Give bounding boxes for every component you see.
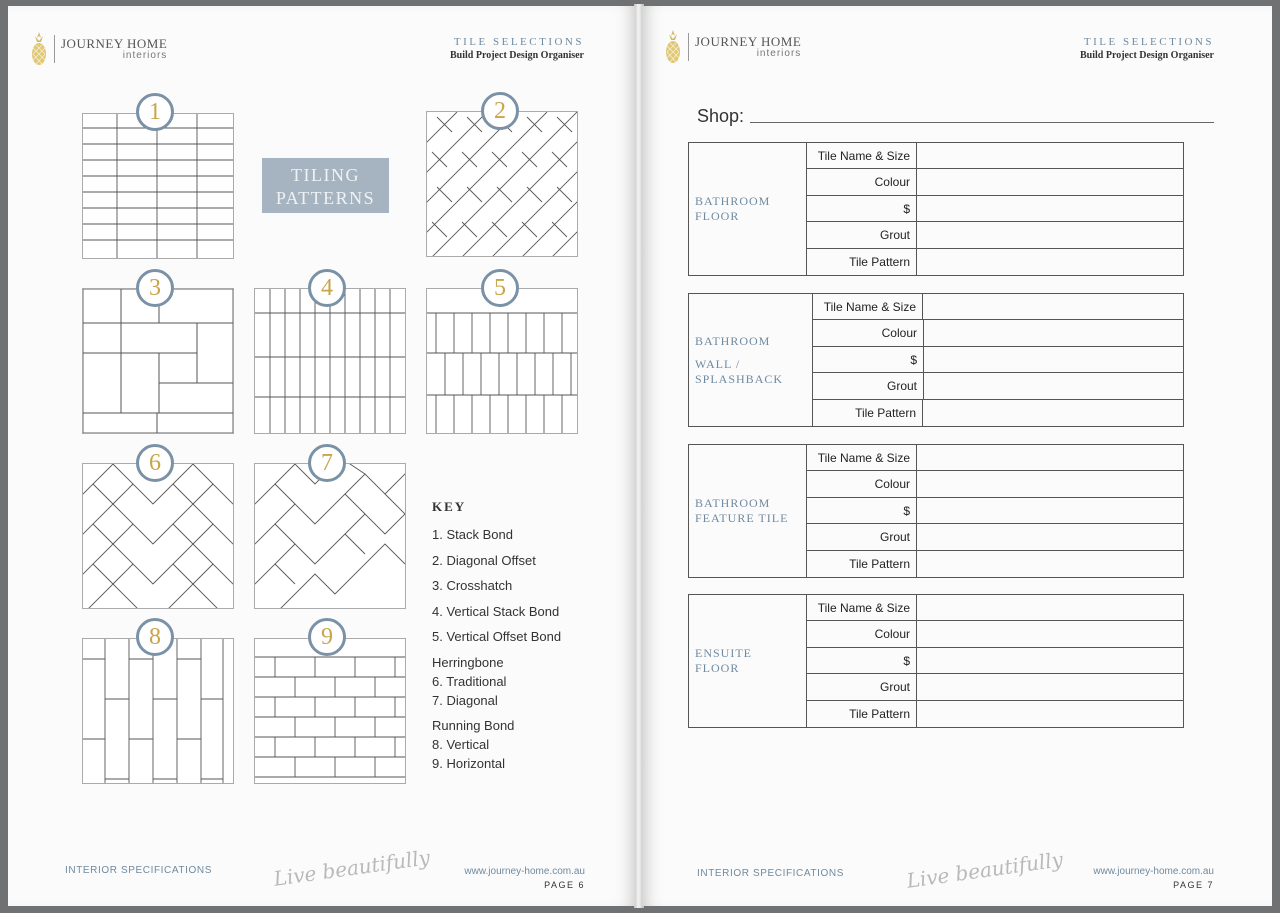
- brand-logo: [664, 30, 801, 64]
- shop-field[interactable]: [697, 106, 1214, 127]
- footer-right: [1093, 866, 1214, 890]
- key-item: 1. Stack Bond: [432, 527, 513, 542]
- header-subtitle: Build Project Design Organiser: [450, 50, 584, 61]
- vertical-offset-pattern: [427, 289, 577, 433]
- footer-label: INTERIOR SPECIFICATIONS: [65, 865, 212, 876]
- diagonal-offset-pattern: [427, 112, 577, 256]
- crosshatch-pattern: [83, 289, 233, 433]
- tile-vertical-offset-bond: [426, 288, 578, 434]
- tile-running-horizontal: [254, 638, 406, 784]
- selection-block-bathroom-floor: [688, 142, 1184, 276]
- field-label: Colour: [881, 326, 917, 341]
- field-input[interactable]: [917, 524, 1183, 549]
- field-label: $: [807, 648, 917, 673]
- running-horizontal-pattern: [255, 639, 405, 783]
- field-input[interactable]: [923, 400, 1183, 426]
- field-row: [813, 320, 1183, 346]
- pattern-badge: 8: [136, 618, 174, 656]
- tile-running-vertical: [82, 638, 234, 784]
- field-row: [813, 294, 1183, 320]
- key-title: KEY: [432, 499, 467, 514]
- category-line: BATHROOM: [695, 333, 771, 348]
- footer-signature: Live beautifully: [272, 845, 432, 891]
- field-row: [807, 471, 1183, 497]
- field-label: Tile Name & Size: [807, 445, 917, 470]
- key-item: 9. Horizontal: [432, 755, 505, 771]
- block-fields: [807, 445, 1183, 577]
- category-line: ENSUITE: [695, 646, 752, 660]
- tile-diagonal-offset: [426, 111, 578, 257]
- right-page: [642, 6, 1272, 906]
- field-label: Tile Name & Size: [807, 595, 917, 620]
- field-label: Grout: [807, 524, 917, 549]
- field-row: [807, 674, 1183, 700]
- field-row: [807, 648, 1183, 674]
- field-input[interactable]: [923, 320, 1183, 345]
- key-group-heading: Herringbone: [432, 654, 504, 670]
- key-item: 6. Traditional: [432, 673, 507, 689]
- field-label: Colour: [807, 169, 917, 194]
- pattern-badge: 5: [481, 269, 519, 307]
- page-header: [1080, 36, 1214, 61]
- field-input[interactable]: [917, 196, 1183, 221]
- tile-herringbone-diagonal: [254, 463, 406, 609]
- tile-stack-bond: [82, 113, 234, 259]
- field-row: [807, 249, 1183, 275]
- field-input[interactable]: [917, 222, 1183, 247]
- pattern-badge: 9: [308, 618, 346, 656]
- block-category: [689, 595, 807, 727]
- footer-url[interactable]: www.journey-home.com.au: [1093, 866, 1214, 877]
- block-category: [689, 143, 807, 275]
- key-item: 3. Crosshatch: [432, 578, 513, 593]
- footer-right: [464, 866, 585, 890]
- header-title: TILE SELECTIONS: [1083, 36, 1214, 48]
- tile-herringbone-traditional: [82, 463, 234, 609]
- field-input[interactable]: [917, 621, 1183, 646]
- category-line: SPLASHBACK: [695, 371, 784, 386]
- vertical-stack-pattern: [255, 289, 405, 433]
- key-item: 8. Vertical: [432, 736, 490, 752]
- pattern-badge: 6: [136, 444, 174, 482]
- field-row: [807, 551, 1183, 577]
- pineapple-icon: [30, 32, 48, 66]
- field-input[interactable]: [917, 143, 1183, 168]
- field-row: [813, 347, 1183, 373]
- block-category: [689, 294, 813, 426]
- category-line: FLOOR: [695, 209, 740, 223]
- footer-url[interactable]: www.journey-home.com.au: [464, 866, 585, 877]
- field-input[interactable]: [923, 294, 1183, 319]
- field-label: Tile Pattern: [807, 249, 917, 275]
- field-row: [807, 445, 1183, 471]
- field-label: Colour: [807, 621, 917, 646]
- field-input[interactable]: [917, 595, 1183, 620]
- herringbone-traditional-pattern: [83, 464, 233, 608]
- block-fields: [813, 294, 1183, 426]
- field-row: [807, 222, 1183, 248]
- field-label: Tile Pattern: [807, 551, 917, 577]
- pattern-badge: 4: [308, 269, 346, 307]
- running-vertical-pattern: [83, 639, 233, 783]
- block-category: [689, 445, 807, 577]
- key-group-heading: Running Bond: [432, 717, 515, 733]
- field-input[interactable]: [917, 498, 1183, 523]
- field-row: [813, 373, 1183, 399]
- selection-block-ensuite-floor: [688, 594, 1184, 728]
- category-line: FEATURE TILE: [695, 511, 789, 525]
- shop-line[interactable]: [750, 122, 1214, 123]
- block-fields: [807, 595, 1183, 727]
- tiling-title-line: PATTERNS: [275, 188, 376, 208]
- field-input[interactable]: [917, 701, 1183, 727]
- field-label: Colour: [807, 471, 917, 496]
- field-row: [807, 524, 1183, 550]
- category-line: FLOOR: [695, 661, 740, 675]
- key-item: 4. Vertical Stack Bond: [432, 603, 560, 619]
- key-item: 2. Diagonal Offset: [432, 552, 536, 568]
- brand-logo: [30, 32, 167, 66]
- selection-block-feature-tile: [688, 444, 1184, 578]
- pattern-badge: 7: [308, 444, 346, 482]
- field-label: Tile Name & Size: [813, 294, 923, 319]
- pattern-badge: 3: [136, 269, 174, 307]
- category-line: BATHROOM: [695, 194, 771, 208]
- field-row: [807, 196, 1183, 222]
- tile-crosshatch: [82, 288, 234, 434]
- field-label: $: [807, 196, 917, 221]
- field-label: $: [807, 498, 917, 523]
- field-input[interactable]: [917, 445, 1183, 470]
- field-input[interactable]: [917, 471, 1183, 496]
- footer-signature: Live beautifully: [905, 847, 1065, 893]
- pattern-badge: 1: [136, 93, 174, 131]
- brand-name: JOURNEY HOME: [695, 34, 802, 49]
- field-label: Tile Pattern: [807, 701, 917, 727]
- key-item: 7. Diagonal: [432, 692, 498, 708]
- pattern-key: [432, 499, 622, 775]
- field-label: Grout: [807, 674, 917, 699]
- header-subtitle: Build Project Design Organiser: [1080, 50, 1214, 61]
- tile-vertical-stack-bond: [254, 288, 406, 434]
- brand-name: JOURNEY HOME: [61, 36, 168, 51]
- page-header: [450, 36, 584, 61]
- pattern-badge: 2: [481, 92, 519, 130]
- field-row: [807, 498, 1183, 524]
- tiling-title-line: TILING: [291, 165, 360, 185]
- field-input[interactable]: [917, 648, 1183, 673]
- brand-sub: interiors: [756, 48, 802, 59]
- stack-bond-pattern: [83, 114, 233, 258]
- page-number: PAGE 7: [1173, 880, 1214, 890]
- left-page: [8, 6, 636, 906]
- tiling-patterns-title: [262, 158, 389, 213]
- pineapple-icon: [664, 30, 682, 64]
- field-row: [807, 169, 1183, 195]
- field-row: [813, 400, 1183, 426]
- field-label: Grout: [807, 222, 917, 247]
- field-input[interactable]: [917, 249, 1183, 275]
- brand-sub: interiors: [122, 50, 168, 61]
- field-input[interactable]: [923, 373, 1183, 398]
- key-item: 5. Vertical Offset Bond: [432, 629, 562, 644]
- shop-label: Shop:: [697, 106, 745, 126]
- field-input[interactable]: [923, 347, 1183, 372]
- block-fields: [807, 143, 1183, 275]
- field-row: [807, 143, 1183, 169]
- field-input[interactable]: [917, 674, 1183, 699]
- field-label: Tile Name & Size: [807, 143, 917, 168]
- selection-block-bathroom-wall: [688, 293, 1184, 427]
- field-row: [807, 595, 1183, 621]
- page-number: PAGE 6: [544, 880, 585, 890]
- field-input[interactable]: [917, 169, 1183, 194]
- field-label: $: [910, 352, 917, 367]
- field-label: Grout: [886, 379, 917, 394]
- field-row: [807, 621, 1183, 647]
- category-line: BATHROOM: [695, 496, 771, 510]
- field-input[interactable]: [917, 551, 1183, 577]
- field-row: [807, 701, 1183, 727]
- field-label: Tile Pattern: [813, 400, 923, 426]
- footer-label: INTERIOR SPECIFICATIONS: [697, 868, 844, 879]
- herringbone-diagonal-pattern: [255, 464, 405, 608]
- header-title: TILE SELECTIONS: [453, 36, 584, 48]
- category-line: WALL /: [695, 356, 741, 371]
